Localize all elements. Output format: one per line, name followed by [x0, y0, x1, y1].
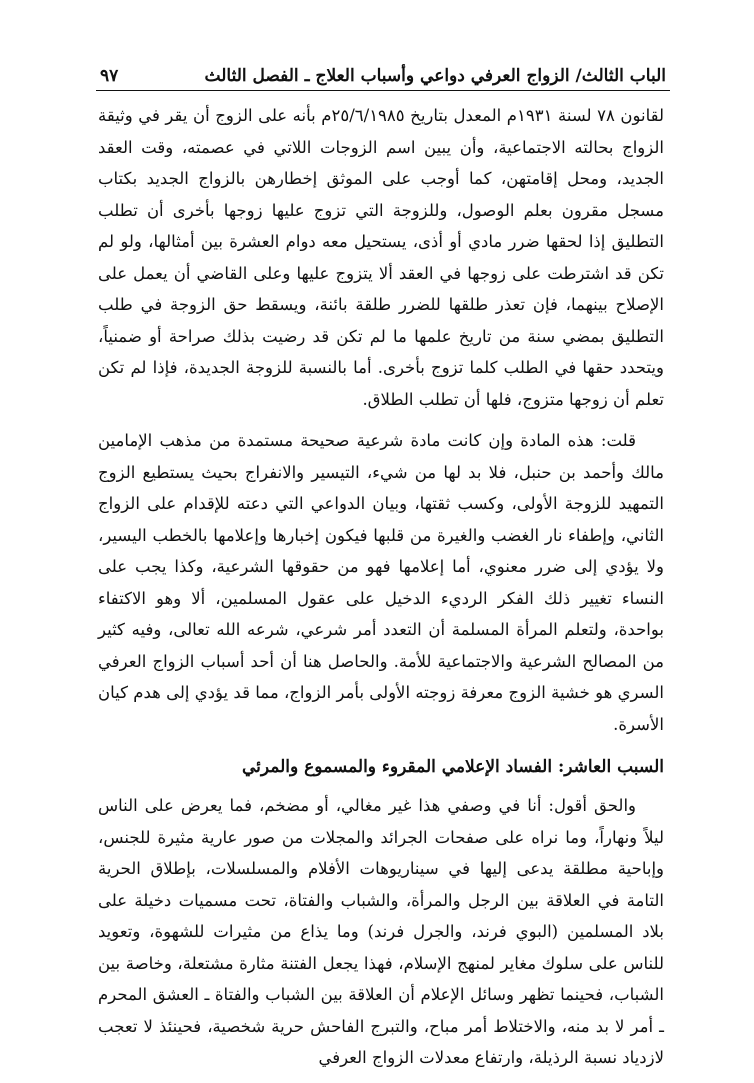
running-title: الباب الثالث/ الزواج العرفي دواعي وأسباب العلاج ـ الفصل الثالث [204, 66, 666, 86]
paragraph: لقانون ٧٨ لسنة ١٩٣١م المعدل بتاريخ ٢٥/٦/١٩٨٥م بأنه على الزوج أن يقر في وثيقة الزواج بحالته الاجتماعية، وأن يبين اسم الزوجات اللاتي في عصمته، وقت العقد الجديد، ومحل إقامتهن، كما أوجب على الموثق إخطارهن بالزواج الجديد بكتاب مسجل مقرون بعلم الوصول، وللزوجة التي تزوج عليها زوجها بأخرى أن تطلب التطليق إذا لحقها ضرر مادي أو أذى، يستحيل معه دوام العشرة بين أمثالها، ولو لم تكن قد اشترطت على زوجها في العقد ألا يتزوج عليها وعلى القاضي أن يعمل على الإصلاح بينهما، فإن تعذر طلقها للضرر طلقة بائنة، ويسقط حق الزوجة في طلب التطليق بمضي سنة من تاريخ علمها ما لم تكن قد رضيت بذلك صراحة أو ضمنياً، ويتحدد حقها في الطلب كلما تزوج بأخرى. أما بالنسبة للزوجة الجديدة، فإذا لم تكن تعلم أن زوجها متزوج، فلها أن تطلب الطلاق. [98, 106, 665, 409]
section-heading: السبب العاشر: الفساد الإعلامي المقروء والمسموع والمرئي [242, 757, 664, 777]
paragraph: قلت: هذه المادة وإن كانت مادة شرعية صحيحة مستمدة من مذهب الإمامين مالك وأحمد بن حنبل، فلا بد لها من شيء، التيسير والانفراج بحيث يستطيع الزوج التمهيد للزوجة الأولى، وكسب ثقتها، وبيان الدواعي التي دعته للإقدام على الزواج الثاني، وإطفاء نار الغضب والغيرة من قلبها فيكون إخبارها وإعلامها بالخطب اليسير، ولا يؤدي إلى ضرر معنوي، أما إعلامها فهو من حقوقها الشرعية، وكذا يجب على النساء تغيير ذلك الفكر الرديء الدخيل على عقول المسلمين، ألا وهو الاكتفاء بواحدة، ولتعلم المرأة المسلمة أن التعدد أمر شرعي، شرعه الله تعالى، وفيه كثير من المصالح الشرعية والاجتماعية للأمة. والحاصل هنا أن أحد أسباب الزواج العرفي السري هو خشية الزوج معرفة زوجته الأولى بأمر الزواج، مما قد يؤدي إلى هدم كيان الأسرة. [98, 431, 664, 734]
paragraph: والحق أقول: أنا في وصفي هذا غير مغالي، أو مضخم، فما يعرض على الناس ليلاً ونهاراً، وما نراه على صفحات الجرائد والمجلات من صور عارية مثيرة للجنس، وإباحية مطلقة يدعى إليها في سيناريوهات الأفلام والمسلسلات، بإطلاق الحرية التامة في العلاقة بين الرجل والمرأة، والشباب والفتاة، تحت مسميات دخيلة على بلاد المسلمين (البوي فرند، والجرل فرند) وما يذاع من مثيرات للشهوة، وتعويد للناس على سلوك مغاير لمنهج الإسلام، فهذا يجعل الفتنة مثارة مشتعلة، وخاصة بين الشباب، فحينما تظهر وسائل الإعلام أن العلاقة بين الشباب والفتاة ـ العشق المحرم ـ أمر لا بد منه، والاختلاط أمر مباح، والتبرج الفاحش حرية شخصية، فحينئذ لا تعجب لازدياد نسبة الرذيلة، وارتفاع معدلات الزواج العرفي [98, 796, 664, 1067]
header-divider [96, 90, 670, 91]
page-number: ٩٧ [100, 66, 119, 86]
running-head [100, 56, 666, 88]
page-body [98, 100, 664, 1074]
